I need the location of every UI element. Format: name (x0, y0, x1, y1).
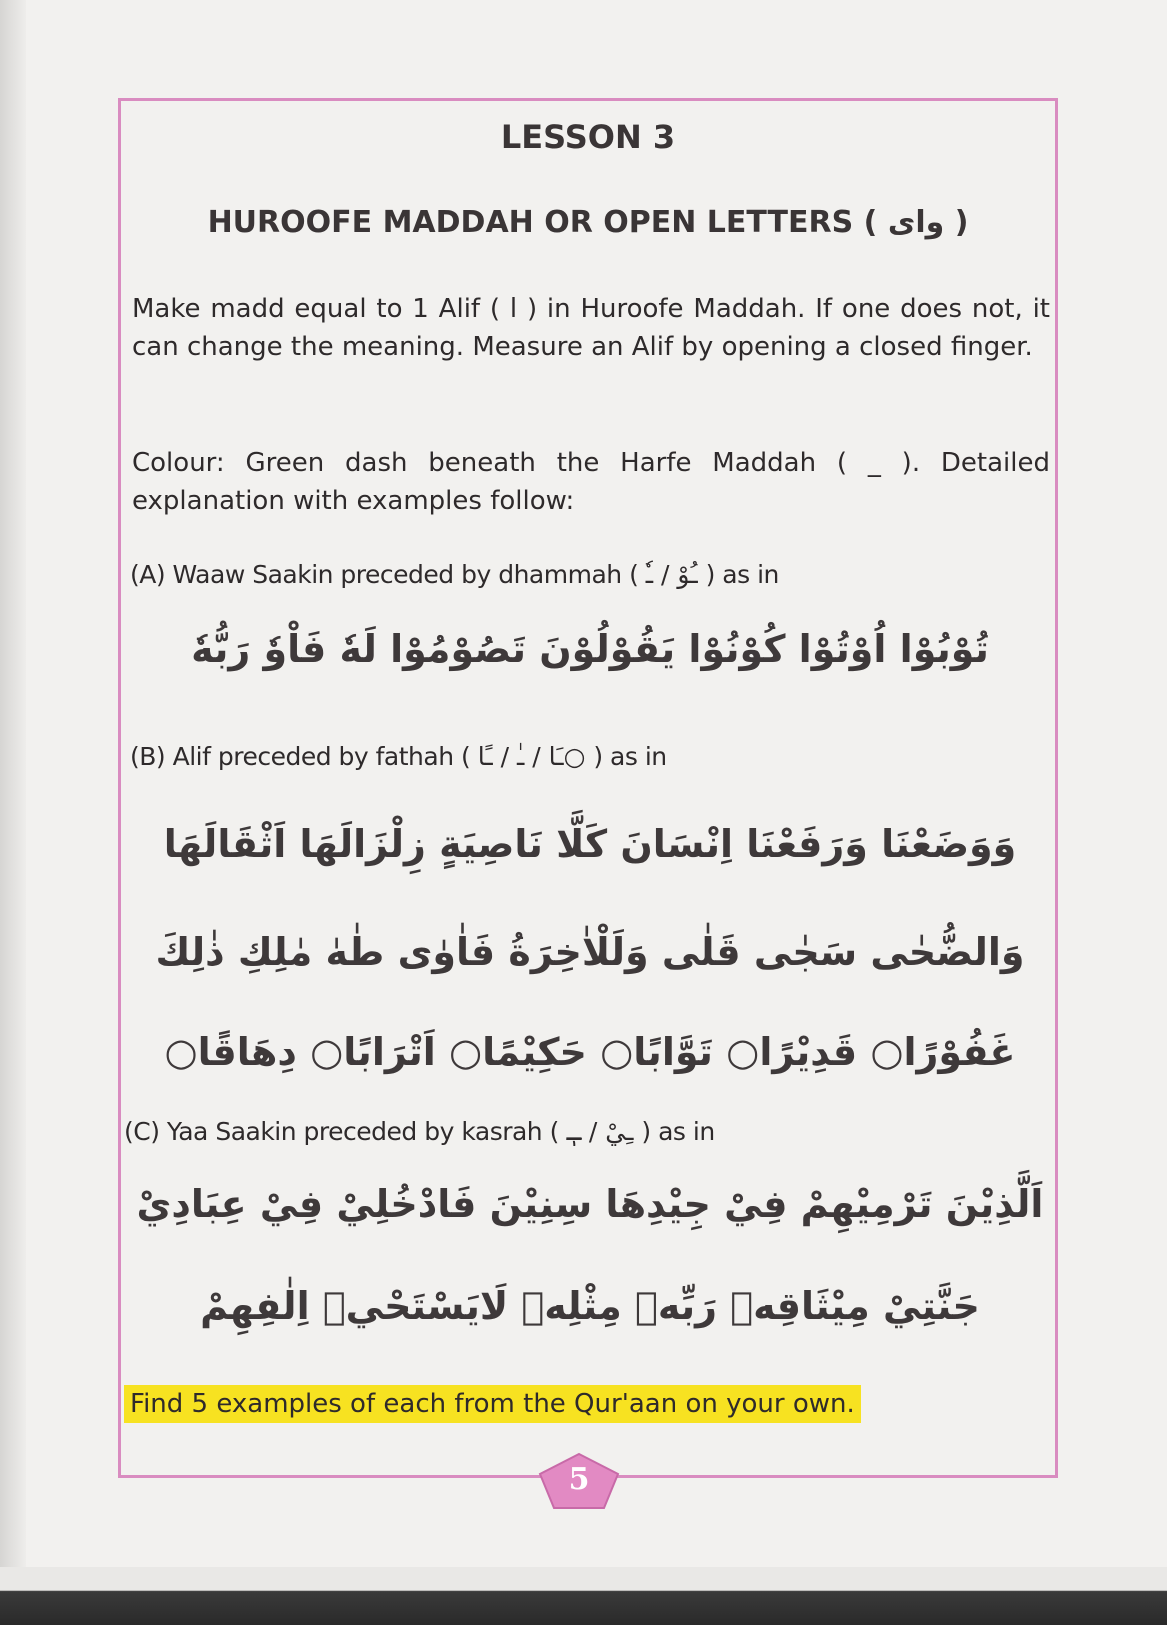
section-a-line-1: تُوْبُوْا اُوْتُوْا كُوْنُوْا يَقُوْلُوْنَ تَصُوْمُوْا لَهٗ فَاْوٗ رَبُّهٗ (191, 627, 989, 671)
lesson-title: LESSON 3 (500, 118, 676, 156)
page-number: 5 (568, 1462, 590, 1497)
section-b-line-3: غَفُوْرًا○ قَدِيْرًا○ تَوَّابًا○ حَكِيْمًا○ اَتْرَابًا○ دِهَاقًا○ (164, 1030, 1016, 1074)
section-b-label: (B) Alif preceded by fathah ( ـَا / ـٰ / ـًا○ ) as in (130, 742, 667, 771)
lesson-heading: HUROOFE MADDAH OR OPEN LETTERS ( وای ) (207, 205, 969, 240)
section-b-line-1: وَوَضَعْنَا وَرَفَعْنَا اِنْسَانَ كَلَّا نَاصِيَةٍ زِلْزَالَهَا اَثْقَالَهَا (163, 822, 1017, 866)
section-c-line-2: جَنَّتِيْ مِيْثَاقِهٖ رَبِّهٖ مِثْلِهٖ لَايَسْتَحْيٖ اِلٰفِهِمْ (200, 1284, 980, 1328)
section-c-label: (C) Yaa Saakin preceded by kasrah ( ـِيْ / ـٖ ) as in (124, 1117, 715, 1146)
intro-paragraph: Make madd equal to 1 Alif ( ا ) in Huroofe Maddah. If one does not, it can change the meaning. Measure an Alif by opening a closed finger. (132, 294, 1050, 362)
page-number-badge (538, 1452, 620, 1510)
page-spine (0, 0, 26, 1625)
colour-paragraph: Colour: Green dash beneath the Harfe Maddah ( _ ). Detailed explanation with examples follow: (132, 448, 1050, 516)
section-b-line-2: وَالضُّحٰى سَجٰى قَلٰى وَلَلْاٰخِرَةُ فَاٰوٰى طٰهٰ مٰلِكِ ذٰلِكَ (155, 930, 1025, 974)
section-a-label: (A) Waaw Saakin preceded by dhammah ( ـُوْ / ـٗ ) as in (130, 560, 779, 589)
exercise-note: Find 5 examples of each from the Qur'aan on your own. (124, 1385, 861, 1423)
scan-edge (0, 1567, 1167, 1625)
section-c-line-1: اَلَّذِيْنَ تَرْمِيْهِمْ فِيْ جِيْدِهَا سِنِيْنَ فَادْخُلِيْ فِيْ عِبَادِيْ (136, 1182, 1044, 1226)
